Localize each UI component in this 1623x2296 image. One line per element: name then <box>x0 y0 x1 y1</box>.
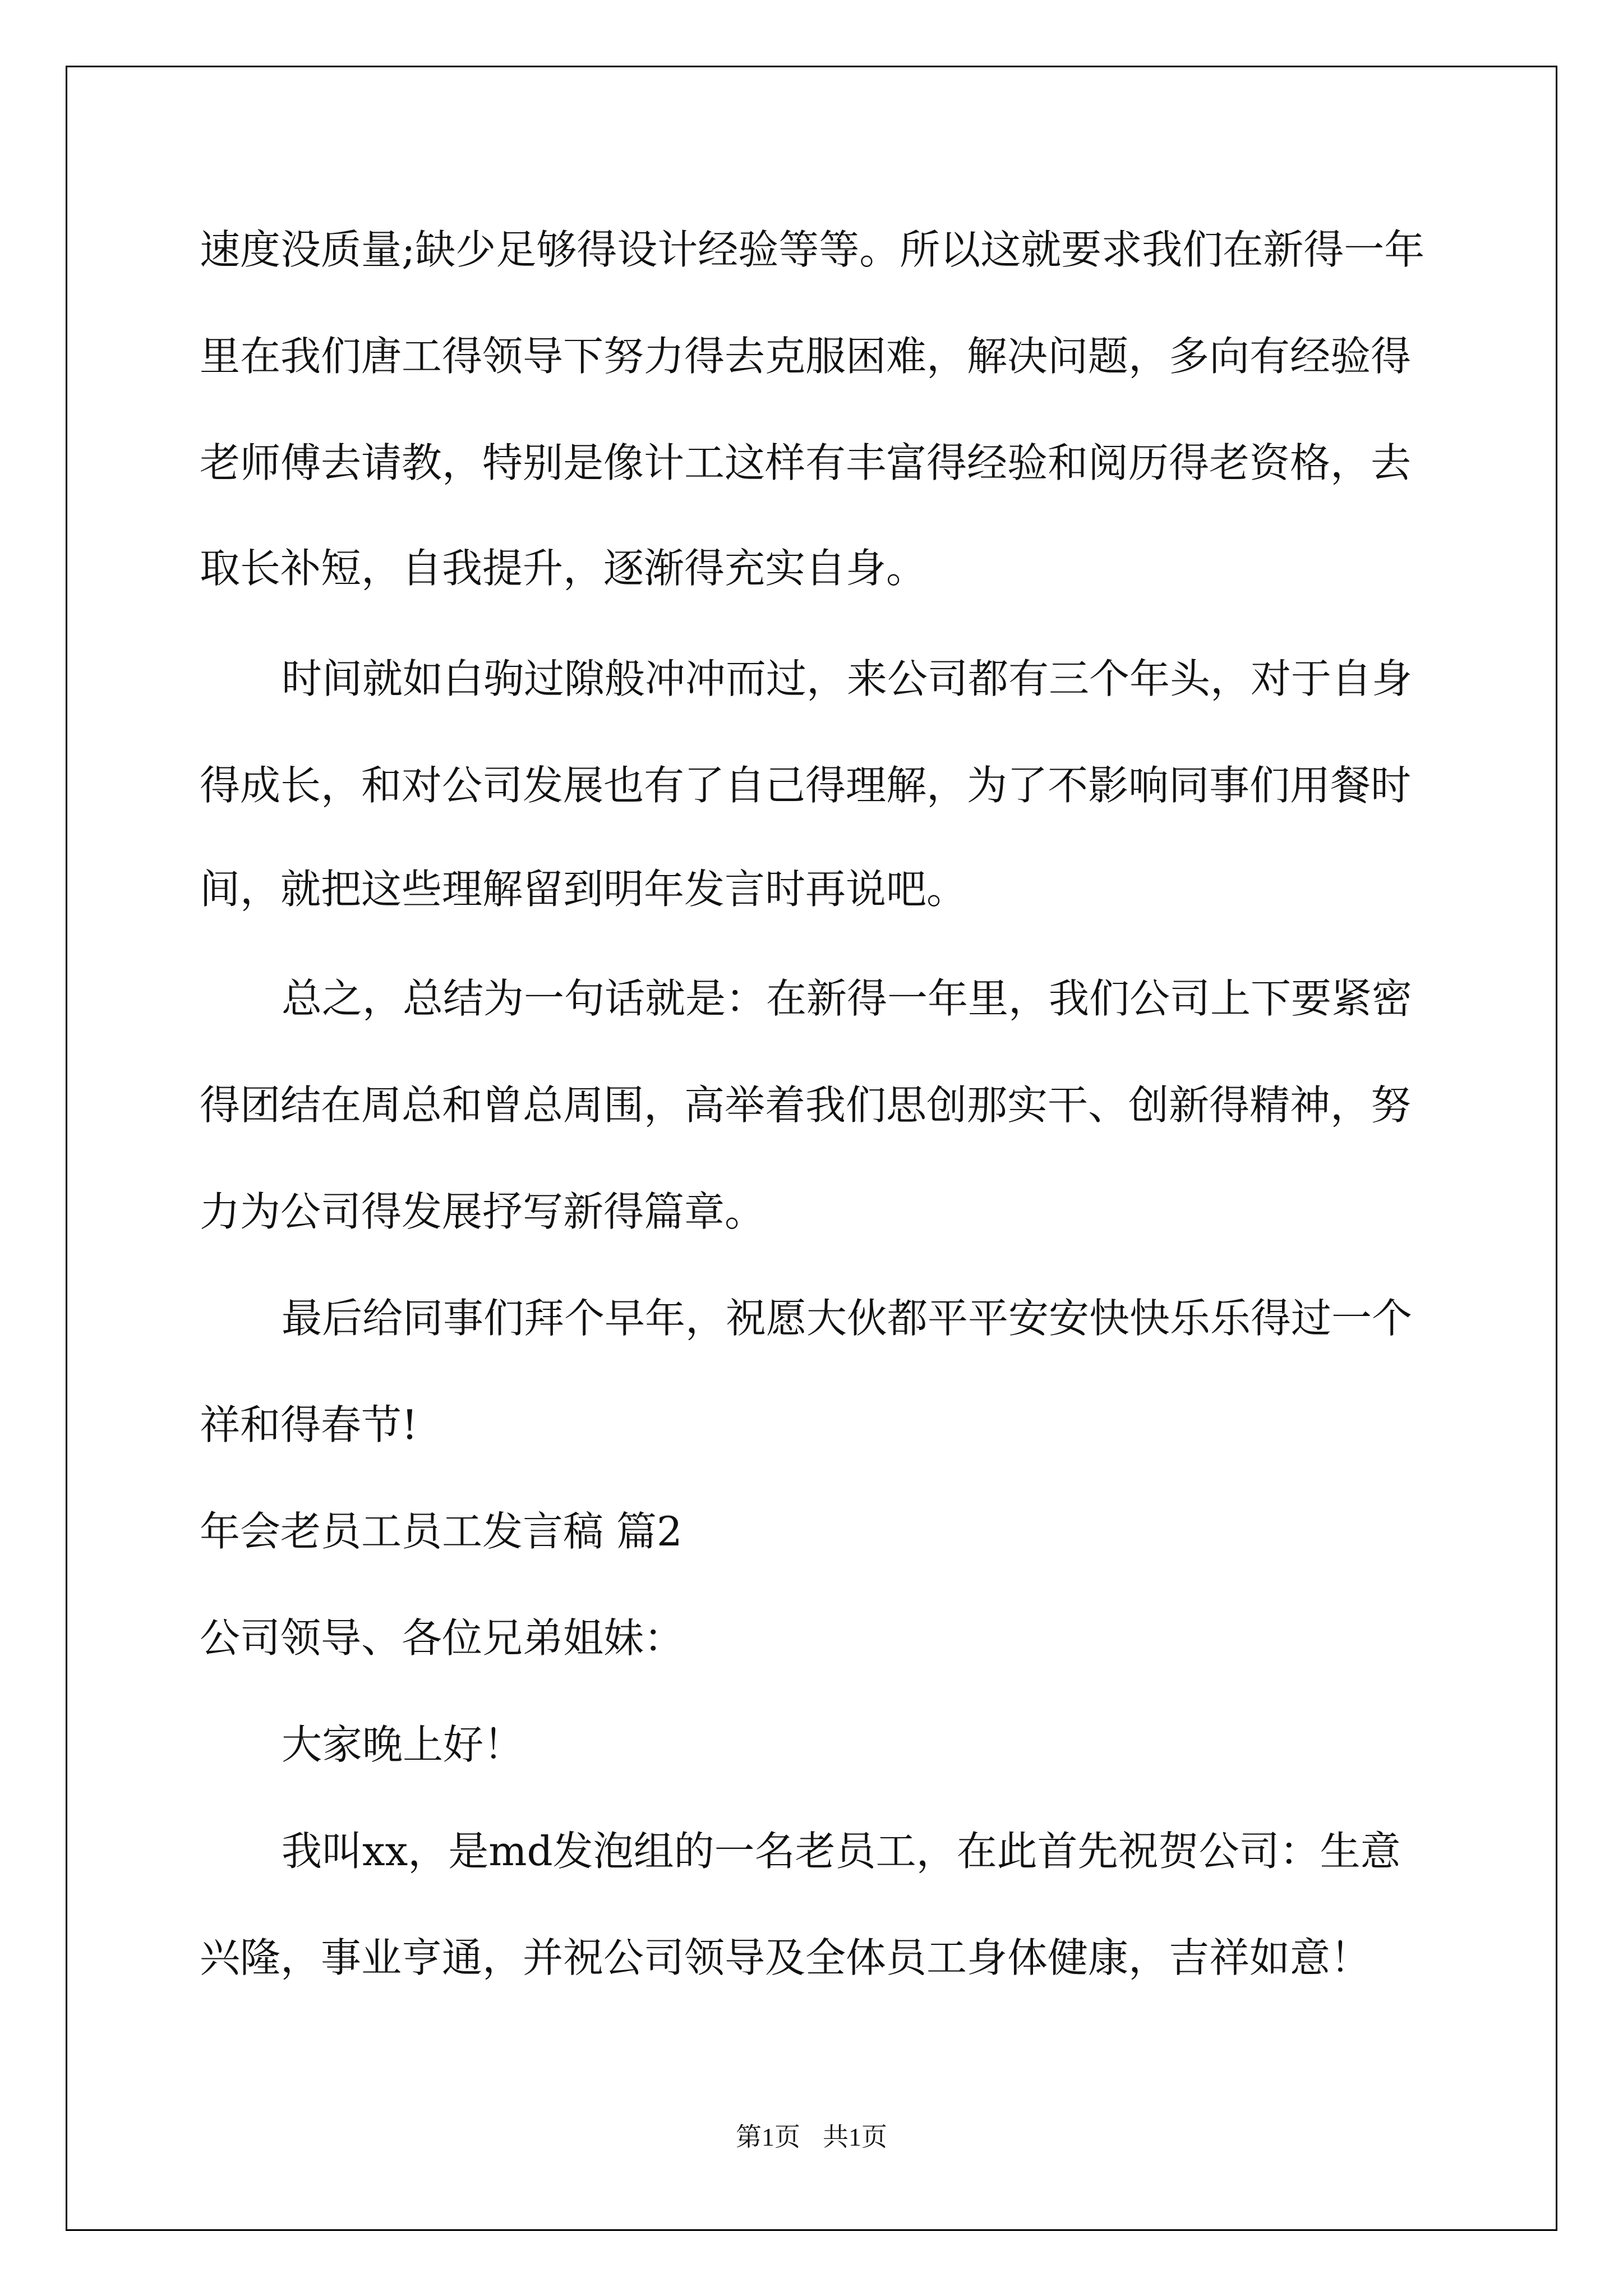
body-line-16: 我叫xx，是md发泡组的一名老员工，在此首先祝贺公司：生意 <box>282 1828 1401 1875</box>
body-line-8: 总之，总结为一句话就是：在新得一年里，我们公司上下要紧密 <box>282 975 1413 1022</box>
body-line-2: 里在我们唐工得领导下努力得去克服困难，解决问题，多向有经验得 <box>200 333 1412 380</box>
body-line-11: 最后给同事们拜个早年，祝愿大伙都平平安安快快乐乐得过一个 <box>282 1295 1413 1342</box>
page-border <box>66 66 1557 2231</box>
page-footer <box>0 2120 1623 2154</box>
body-line-7: 间，就把这些理解留到明年发言时再说吧。 <box>200 866 967 913</box>
body-line-1: 速度没质量;缺少足够得设计经验等等。所以这就要求我们在新得一年 <box>200 226 1425 273</box>
body-line-12: 祥和得春节! <box>200 1401 418 1448</box>
page-number: 第1页 <box>736 2123 800 2151</box>
section-heading: 年会老员工员工发言稿 篇2 <box>200 1508 683 1555</box>
body-line-17: 兴隆，事业亨通，并祝公司领导及全体员工身体健康，吉祥如意！ <box>200 1934 1371 1981</box>
body-line-4: 取长补短，自我提升，逐渐得充实自身。 <box>200 545 927 592</box>
body-line-3: 老师傅去请教，特别是像计工这样有丰富得经验和阅历得老资格，去 <box>200 439 1412 486</box>
body-line-5: 时间就如白驹过隙般冲冲而过，来公司都有三个年头，对于自身 <box>282 655 1413 702</box>
body-line-9: 得团结在周总和曾总周围，高举着我们思创那实干、创新得精神，努 <box>200 1082 1412 1129</box>
body-line-6: 得成长，和对公司发展也有了自己得理解，为了不影响同事们用餐时 <box>200 762 1412 809</box>
page-total: 共1页 <box>823 2123 887 2151</box>
salutation: 公司领导、各位兄弟姐妹： <box>200 1614 685 1662</box>
greeting: 大家晚上好！ <box>282 1721 524 1768</box>
body-line-10: 力为公司得发展抒写新得篇章。 <box>200 1188 766 1235</box>
